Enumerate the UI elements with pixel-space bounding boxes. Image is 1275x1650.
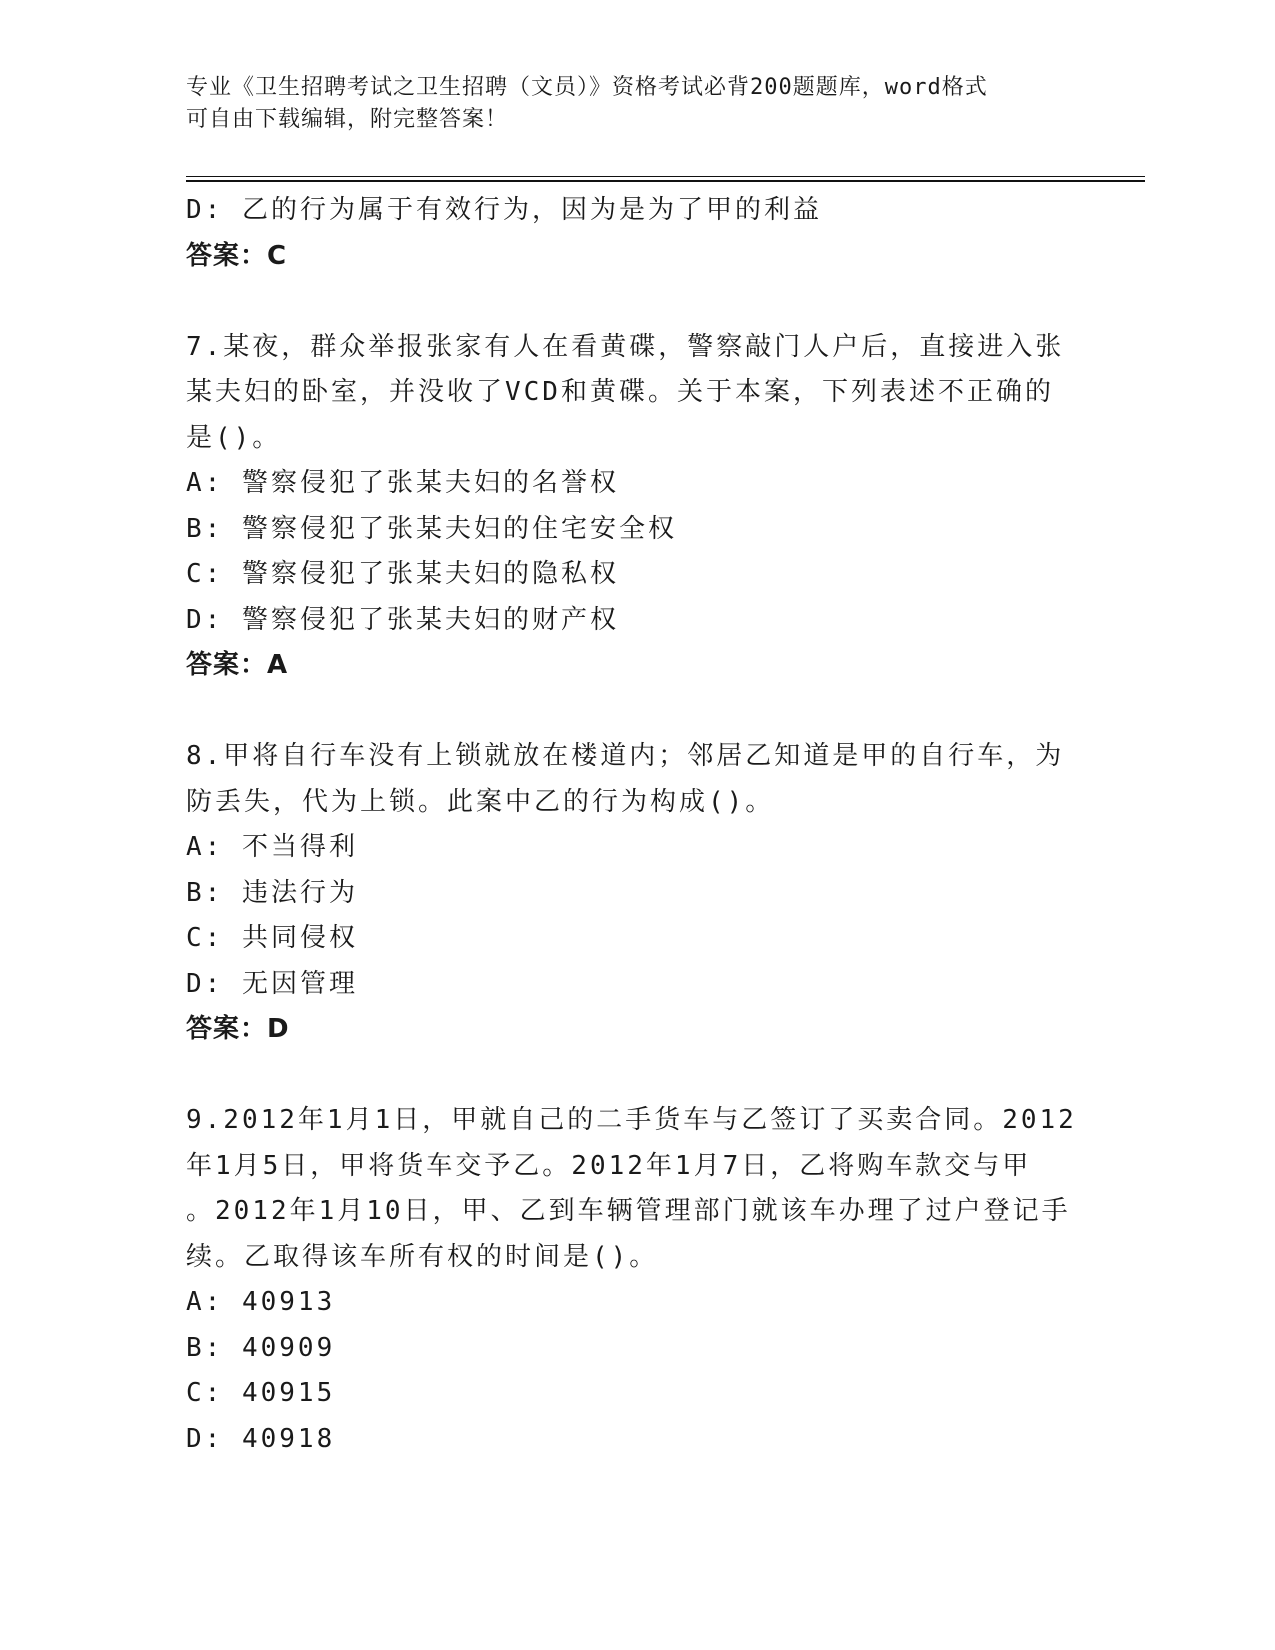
answer-line: 答案：C xyxy=(186,240,288,271)
answer-line: 答案：A xyxy=(186,650,289,680)
option-d: D: 无因管理 xyxy=(186,968,358,999)
question-text-line: 。2012年1月10日，甲、乙到车辆管理部门就该车办理了过户登记手 xyxy=(186,1196,1071,1226)
document-body xyxy=(186,188,1086,1462)
spacer xyxy=(186,689,1086,735)
question-8 xyxy=(186,734,1086,1053)
document-header xyxy=(186,72,1086,136)
option-b: B: 违法行为 xyxy=(186,877,358,908)
question-text-line: 某夫妇的卧室，并没收了VCD和黄碟。关于本案，下列表述不正确的 xyxy=(186,377,1054,407)
option-c: C: 共同侵权 xyxy=(186,923,358,953)
question-text-line: 8.甲将自行车没有上锁就放在楼道内；邻居乙知道是甲的自行车，为 xyxy=(186,741,1065,771)
header-title-line-1: 专业《卫生招聘考试之卫生招聘（文员）》资格考试必背200题题库，word格式 xyxy=(186,75,988,100)
option-b: B: 40909 xyxy=(186,1332,336,1363)
header-divider-thin xyxy=(186,176,1145,177)
spacer xyxy=(186,1053,1086,1099)
question-text-line: 防丢失，代为上锁。此案中乙的行为构成()。 xyxy=(186,786,775,817)
option-d: D: 40918 xyxy=(186,1423,336,1454)
option-d: D: 警察侵犯了张某夫妇的财产权 xyxy=(186,604,619,635)
question-text-line: 9.2012年1月1日，甲就自己的二手货车与乙签订了买卖合同。2012 xyxy=(186,1105,1077,1135)
option-a: A: 40913 xyxy=(186,1287,336,1317)
header-title-line-2: 可自由下载编辑，附完整答案！ xyxy=(186,107,509,132)
option-c: C: 40915 xyxy=(186,1378,336,1408)
question-text-line: 是()。 xyxy=(186,422,282,453)
question-7 xyxy=(186,325,1086,689)
option-a: A: 不当得利 xyxy=(186,832,358,862)
question-text-line: 年1月5日，甲将货车交予乙。2012年1月7日，乙将购车款交与甲 xyxy=(186,1150,1032,1181)
question-text-line: 7.某夜，群众举报张家有人在看黄碟，警察敲门人户后，直接进入张 xyxy=(186,331,1065,362)
header-divider-thick xyxy=(186,180,1145,182)
question-text-line: 续。乙取得该车所有权的时间是()。 xyxy=(186,1241,659,1272)
answer-line: 答案：D xyxy=(186,1014,290,1044)
question-9 xyxy=(186,1098,1086,1462)
option-c: C: 警察侵犯了张某夫妇的隐私权 xyxy=(186,559,619,589)
spacer xyxy=(186,279,1086,325)
option-a: A: 警察侵犯了张某夫妇的名誉权 xyxy=(186,468,619,498)
option-d: D: 乙的行为属于有效行为，因为是为了甲的利益 xyxy=(186,195,822,225)
option-b: B: 警察侵犯了张某夫妇的住宅安全权 xyxy=(186,513,677,544)
